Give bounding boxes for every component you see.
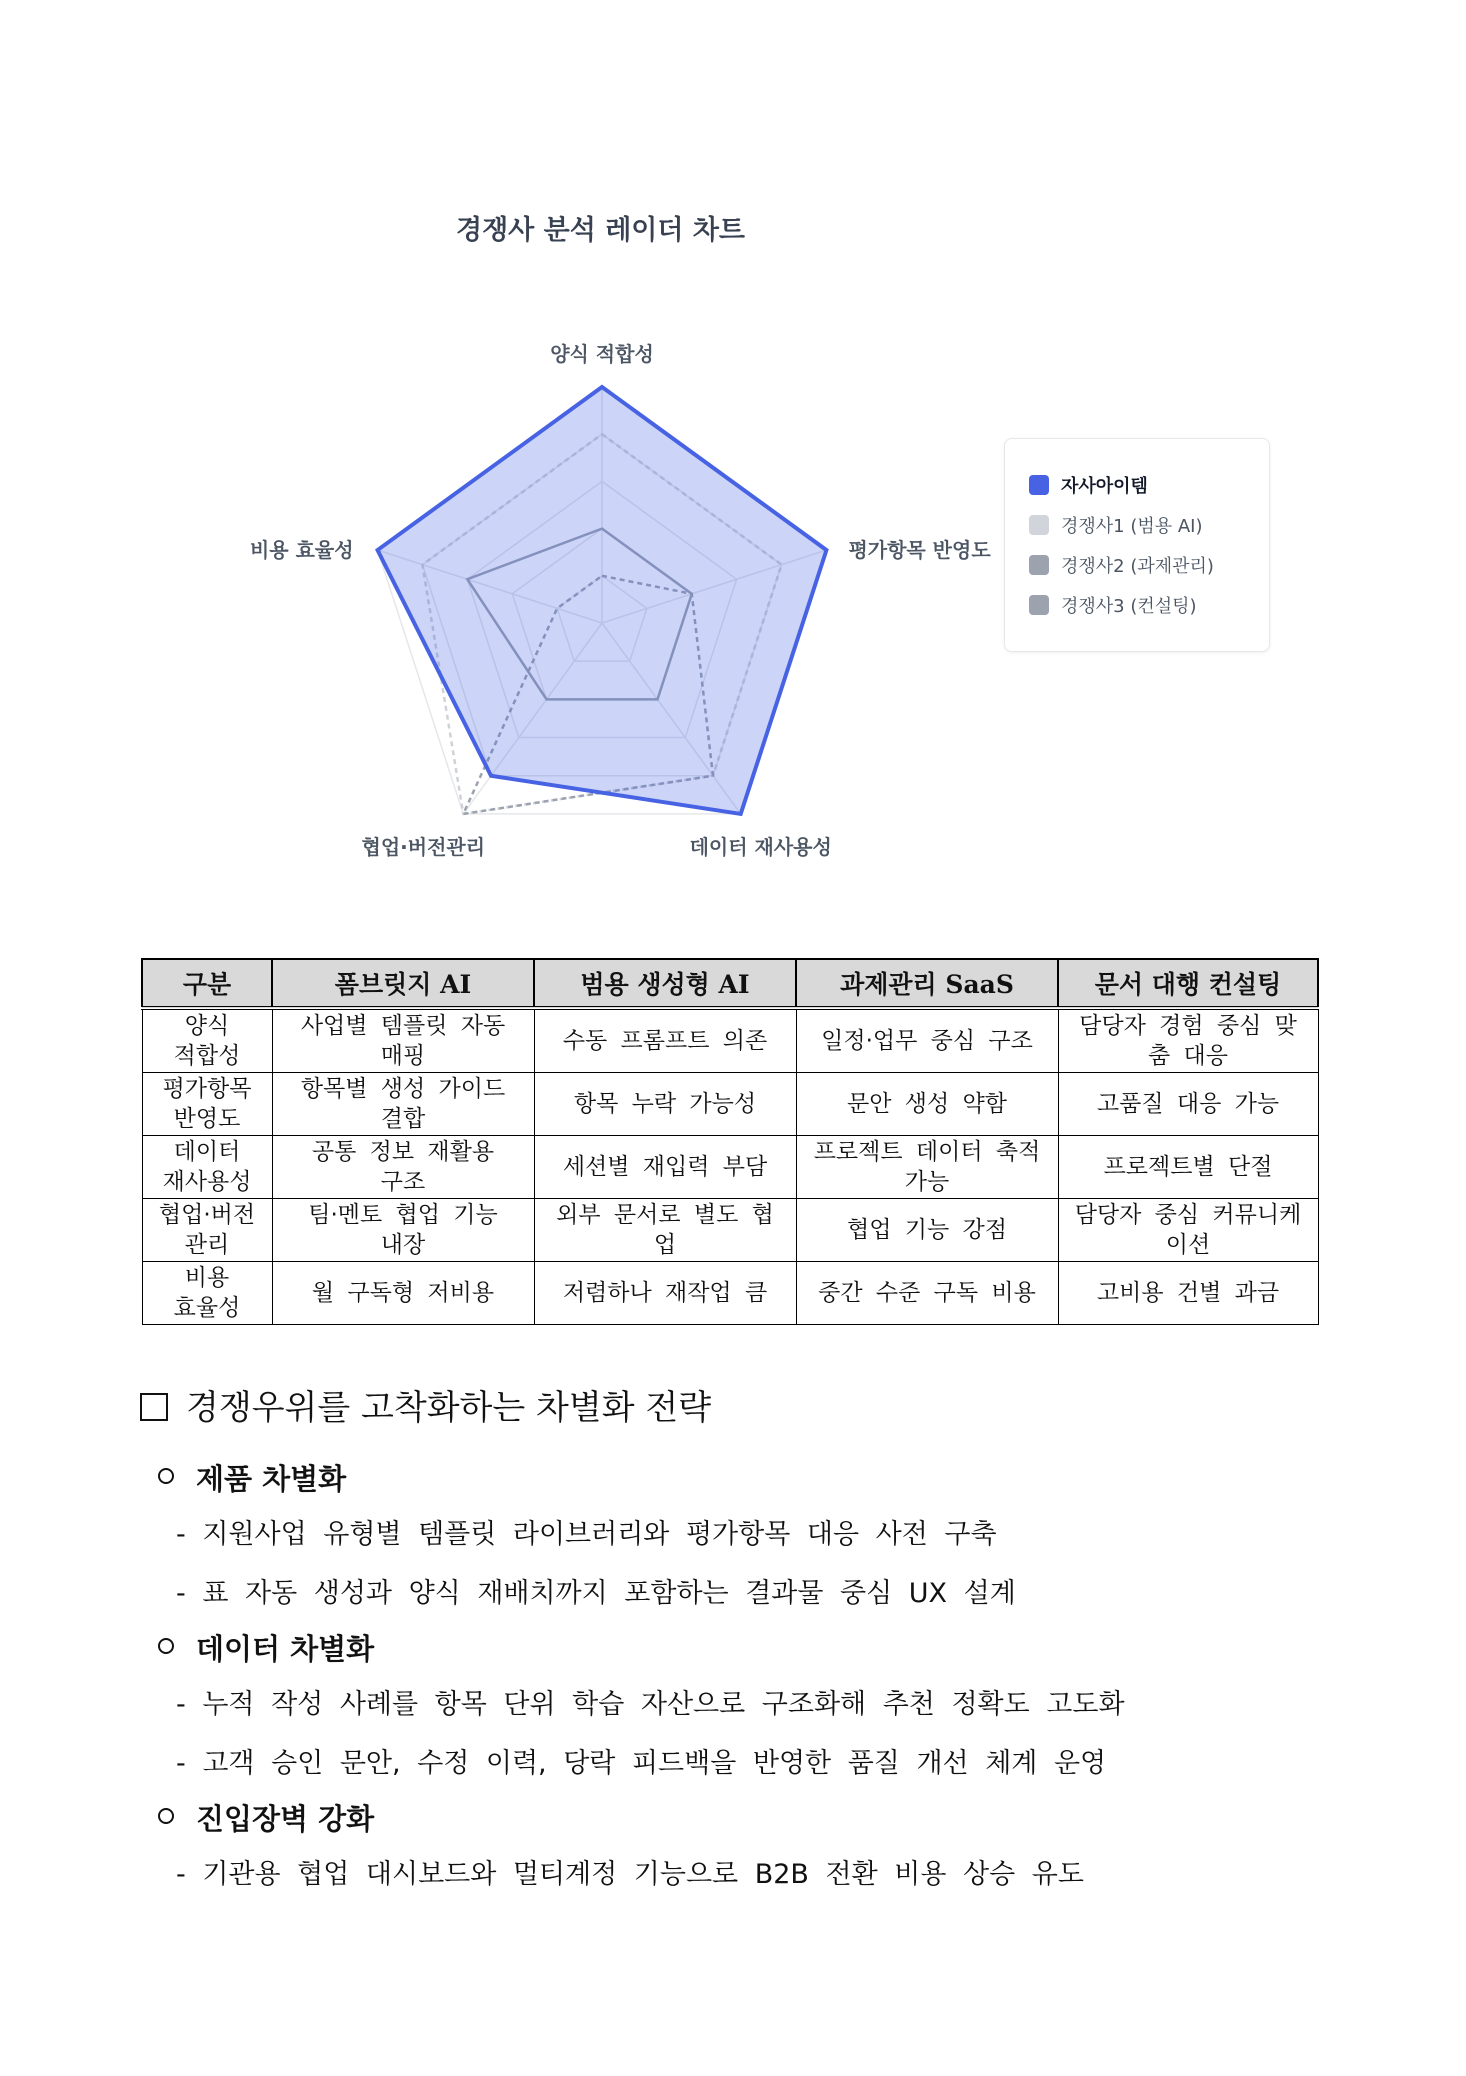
series-1-polygon [378, 387, 827, 814]
chart-title: 경쟁사 분석 레이더 차트 [456, 215, 746, 246]
section-title-data [158, 1627, 374, 1668]
legend-swatch [1029, 515, 1049, 535]
table-cell: 담당자 중심 커뮤니케 이션 [1058, 1199, 1318, 1262]
row-header-cell: 비용 효율성 [142, 1262, 272, 1325]
table-body [142, 1008, 1318, 1325]
circle-bullet-icon [158, 1638, 174, 1654]
table-cell: 일정·업무 중심 구조 [796, 1008, 1058, 1073]
table-header-cell: 과제관리 SaaS [796, 959, 1058, 1008]
table-row [142, 1262, 1318, 1325]
legend-label: 경쟁사3 (컨설팅) [1061, 596, 1197, 617]
table-cell: 고품질 대응 가능 [1058, 1073, 1318, 1136]
list-item: - 기관용 협업 대시보드와 멀티계정 기능으로 B2B 전환 비용 상승 유도 [176, 1859, 1084, 1890]
legend-item-series-2[interactable] [1029, 513, 1203, 537]
table-cell: 세션별 재입력 부담 [534, 1136, 796, 1199]
table-row [142, 1073, 1318, 1136]
list-item-text: 지원사업 유형별 템플릿 라이브러리와 평가항목 대응 사전 구축 [202, 1519, 997, 1550]
axis-label: 비용 효율성 [249, 538, 354, 563]
section-title-text: 제품 차별화 [196, 1462, 347, 1496]
list-item-text: 표 자동 생성과 양식 재배치까지 포함하는 결과물 중심 UX 설계 [202, 1578, 1016, 1609]
table-cell: 중간 수준 구독 비용 [796, 1262, 1058, 1325]
table-cell: 고비용 건별 과금 [1058, 1262, 1318, 1325]
table-cell: 수동 프롬프트 의존 [534, 1008, 796, 1073]
table-cell: 프로젝트 데이터 축적 가능 [796, 1136, 1058, 1199]
legend-swatch [1029, 555, 1049, 575]
section-title-product [158, 1457, 346, 1498]
list-item: - 표 자동 생성과 양식 재배치까지 포함하는 결과물 중심 UX 설계 [176, 1578, 1016, 1609]
table-cell: 항목별 생성 가이드 결합 [272, 1073, 534, 1136]
section-title-text: 데이터 차별화 [196, 1632, 375, 1666]
axis-label: 평가항목 반영도 [848, 538, 991, 563]
table-row [142, 1008, 1318, 1073]
chart-legend [1004, 438, 1270, 652]
list-item: - 지원사업 유형별 템플릿 라이브러리와 평가항목 대응 사전 구축 [176, 1519, 997, 1550]
axis-label: 데이터 재사용성 [689, 834, 832, 859]
row-header-cell: 평가항목 반영도 [142, 1073, 272, 1136]
comparison-table [141, 958, 1319, 1325]
section-title-barrier [158, 1797, 374, 1838]
table-header-row [142, 959, 1318, 1008]
table-header-cell: 폼브릿지 AI [272, 959, 534, 1008]
circle-bullet-icon [158, 1808, 174, 1824]
legend-item-series-4[interactable] [1029, 593, 1197, 617]
axis-label: 협업·버전관리 [361, 834, 486, 859]
axis-label: 양식 적합성 [550, 342, 654, 366]
table-cell: 저렴하나 재작업 큼 [534, 1262, 796, 1325]
table-header-cell: 문서 대행 컨설팅 [1058, 959, 1318, 1008]
table-cell: 공통 정보 재활용 구조 [272, 1136, 534, 1199]
legend-item-series-1[interactable] [1029, 473, 1148, 497]
table-cell: 월 구독형 저비용 [272, 1262, 534, 1325]
table-cell: 협업 기능 강점 [796, 1199, 1058, 1262]
table-cell: 사업별 템플릿 자동 매핑 [272, 1008, 534, 1073]
table-cell: 팀·멘토 협업 기능 내장 [272, 1199, 534, 1262]
legend-swatch [1029, 475, 1049, 495]
legend-label: 자사아이템 [1061, 476, 1148, 497]
table-cell: 문안 생성 약함 [796, 1073, 1058, 1136]
strategy-heading-text: 경쟁우위를 고착화하는 차별화 전략 [186, 1388, 712, 1428]
list-item: - 고객 승인 문안, 수정 이력, 당락 피드백을 반영한 품질 개선 체계 운영 [176, 1748, 1107, 1779]
legend-item-series-3[interactable] [1029, 553, 1214, 577]
table-row [142, 1199, 1318, 1262]
table-row [142, 1136, 1318, 1199]
checkbox-square-icon [140, 1393, 168, 1421]
table-header-cell: 범용 생성형 AI [534, 959, 796, 1008]
list-item: - 누적 작성 사례를 항목 단위 학습 자산으로 구조화해 추천 정확도 고도화 [176, 1689, 1125, 1720]
list-item-text: 고객 승인 문안, 수정 이력, 당락 피드백을 반영한 품질 개선 체계 운영 [202, 1748, 1107, 1779]
section-title-text: 진입장벽 강화 [196, 1802, 375, 1836]
list-item-text: 기관용 협업 대시보드와 멀티계정 기능으로 B2B 전환 비용 상승 유도 [202, 1859, 1084, 1890]
table-cell: 프로젝트별 단절 [1058, 1136, 1318, 1199]
strategy-heading [140, 1380, 711, 1429]
table-cell: 외부 문서로 별도 협 업 [534, 1199, 796, 1262]
table-cell: 담당자 경험 중심 맞 춤 대응 [1058, 1008, 1318, 1073]
list-item-text: 누적 작성 사례를 항목 단위 학습 자산으로 구조화해 추천 정확도 고도화 [202, 1689, 1125, 1720]
row-header-cell: 협업·버전 관리 [142, 1199, 272, 1262]
legend-swatch [1029, 595, 1049, 615]
row-header-cell: 데이터 재사용성 [142, 1136, 272, 1199]
row-header-cell: 양식 적합성 [142, 1008, 272, 1073]
circle-bullet-icon [158, 1468, 174, 1484]
legend-label: 경쟁사2 (과제관리) [1061, 556, 1214, 577]
radar-series [378, 387, 827, 814]
legend-label: 경쟁사1 (범용 AI) [1061, 516, 1203, 537]
table-cell: 항목 누락 가능성 [534, 1073, 796, 1136]
table-header-cell: 구분 [142, 959, 272, 1008]
